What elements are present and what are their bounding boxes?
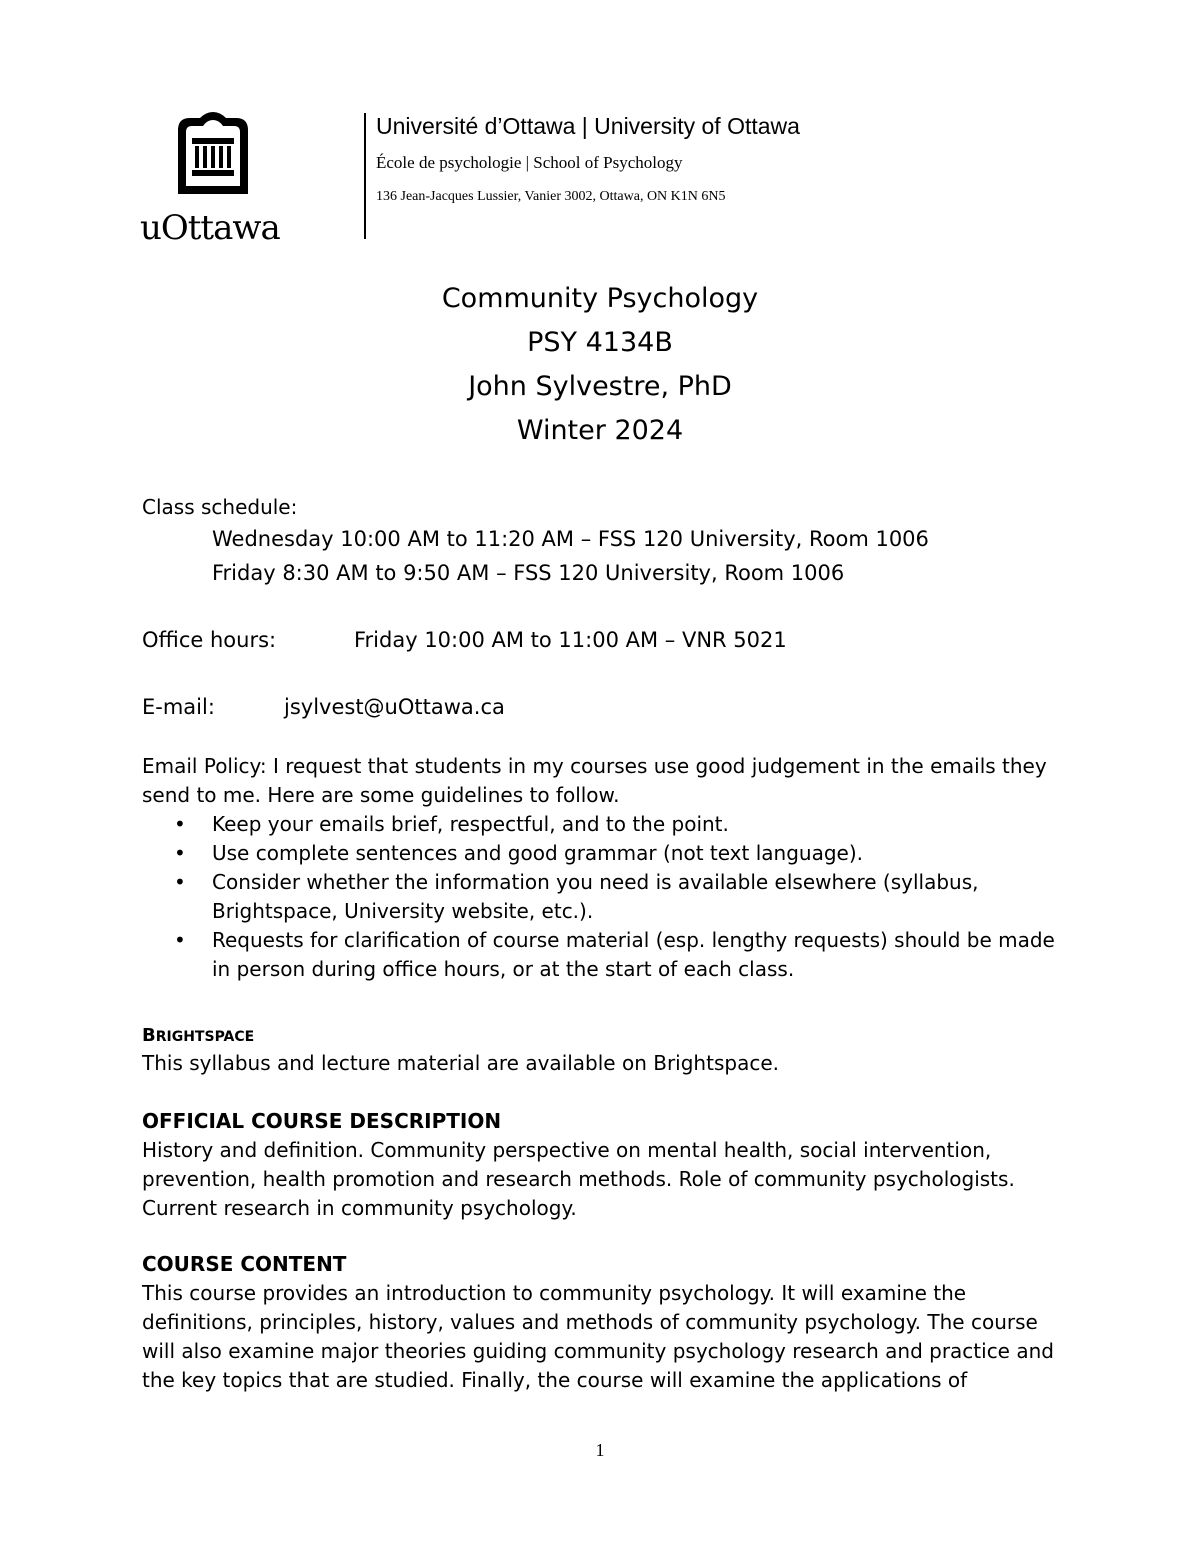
office-hours-label: Office hours:: [142, 628, 277, 652]
list-item: [142, 868, 1062, 926]
bullet-icon: •: [174, 928, 186, 952]
page-number: 1: [595, 1440, 605, 1460]
office-hours-value: Friday 10:00 AM to 11:00 AM – VNR 5021: [354, 628, 787, 652]
school-name: École de psychologie | School of Psychology: [376, 153, 683, 172]
list-item: [142, 839, 1062, 868]
school-address: 136 Jean-Jacques Lussier, Vanier 3002, Ottawa, ON K1N 6N5: [376, 189, 726, 204]
official-description-text: History and definition. Community perspective on mental health, social intervention, prevention, health promotion and research methods. Role of community psychologists. Current research in community psychology.: [142, 1138, 1015, 1220]
schedule-label: Class schedule:: [142, 495, 298, 519]
schedule-session: Wednesday 10:00 AM to 11:20 AM – FSS 120 University, Room 1006: [212, 527, 929, 551]
course-code: PSY 4134B: [527, 327, 673, 358]
list-item-text: Consider whether the information you need is available elsewhere (syllabus, Brightspace, University website, etc.).: [212, 870, 979, 923]
brightspace-heading: BRIGHTSPACE: [142, 1025, 255, 1046]
bullet-icon: •: [174, 841, 186, 865]
bullet-icon: •: [174, 812, 186, 836]
term: Winter 2024: [516, 415, 684, 446]
logo-wordmark: uOttawa: [140, 208, 280, 248]
schedule-session: Friday 8:30 AM to 9:50 AM – FSS 120 University, Room 1006: [212, 561, 845, 585]
email-label: E-mail:: [142, 695, 215, 719]
instructor-name: John Sylvestre, PhD: [468, 371, 732, 402]
official-description-heading: OFFICIAL COURSE DESCRIPTION: [142, 1109, 502, 1133]
brightspace-text: This syllabus and lecture material are available on Brightspace.: [142, 1051, 779, 1075]
bullet-icon: •: [174, 870, 186, 894]
list-item: [142, 926, 1062, 984]
list-item: [142, 810, 1062, 839]
course-content-heading: COURSE CONTENT: [142, 1252, 347, 1276]
email-policy-intro: Email Policy: I request that students in my courses use good judgement in the emails they send to me. Here are some guidelines to follow.: [142, 754, 1047, 807]
uottawa-logo: [140, 112, 290, 247]
course-content-text: This course provides an introduction to community psychology. It will examine the definitions, principles, history, values and methods of community psychology. The course will also examine major theories guiding community psychology research and practice and the key topics that are studied. Finally, the course will examine the applications of: [142, 1281, 1054, 1392]
email-guidelines-list: [142, 810, 1062, 984]
course-name: Community Psychology: [441, 283, 759, 314]
list-item-text: Requests for clarification of course material (esp. lengthy requests) should be made in person during office hours, or at the start of each class.: [212, 928, 1055, 981]
university-name: Université d’Ottawa | University of Ottawa: [376, 113, 800, 139]
list-item-text: Keep your emails brief, respectful, and to the point.: [212, 812, 729, 836]
header-divider: [364, 113, 366, 239]
title-block: [0, 277, 1200, 453]
email-address[interactable]: jsylvest@uOttawa.ca: [284, 695, 505, 719]
university-building-icon: [176, 112, 250, 196]
list-item-text: Use complete sentences and good grammar (not text language).: [212, 841, 863, 865]
